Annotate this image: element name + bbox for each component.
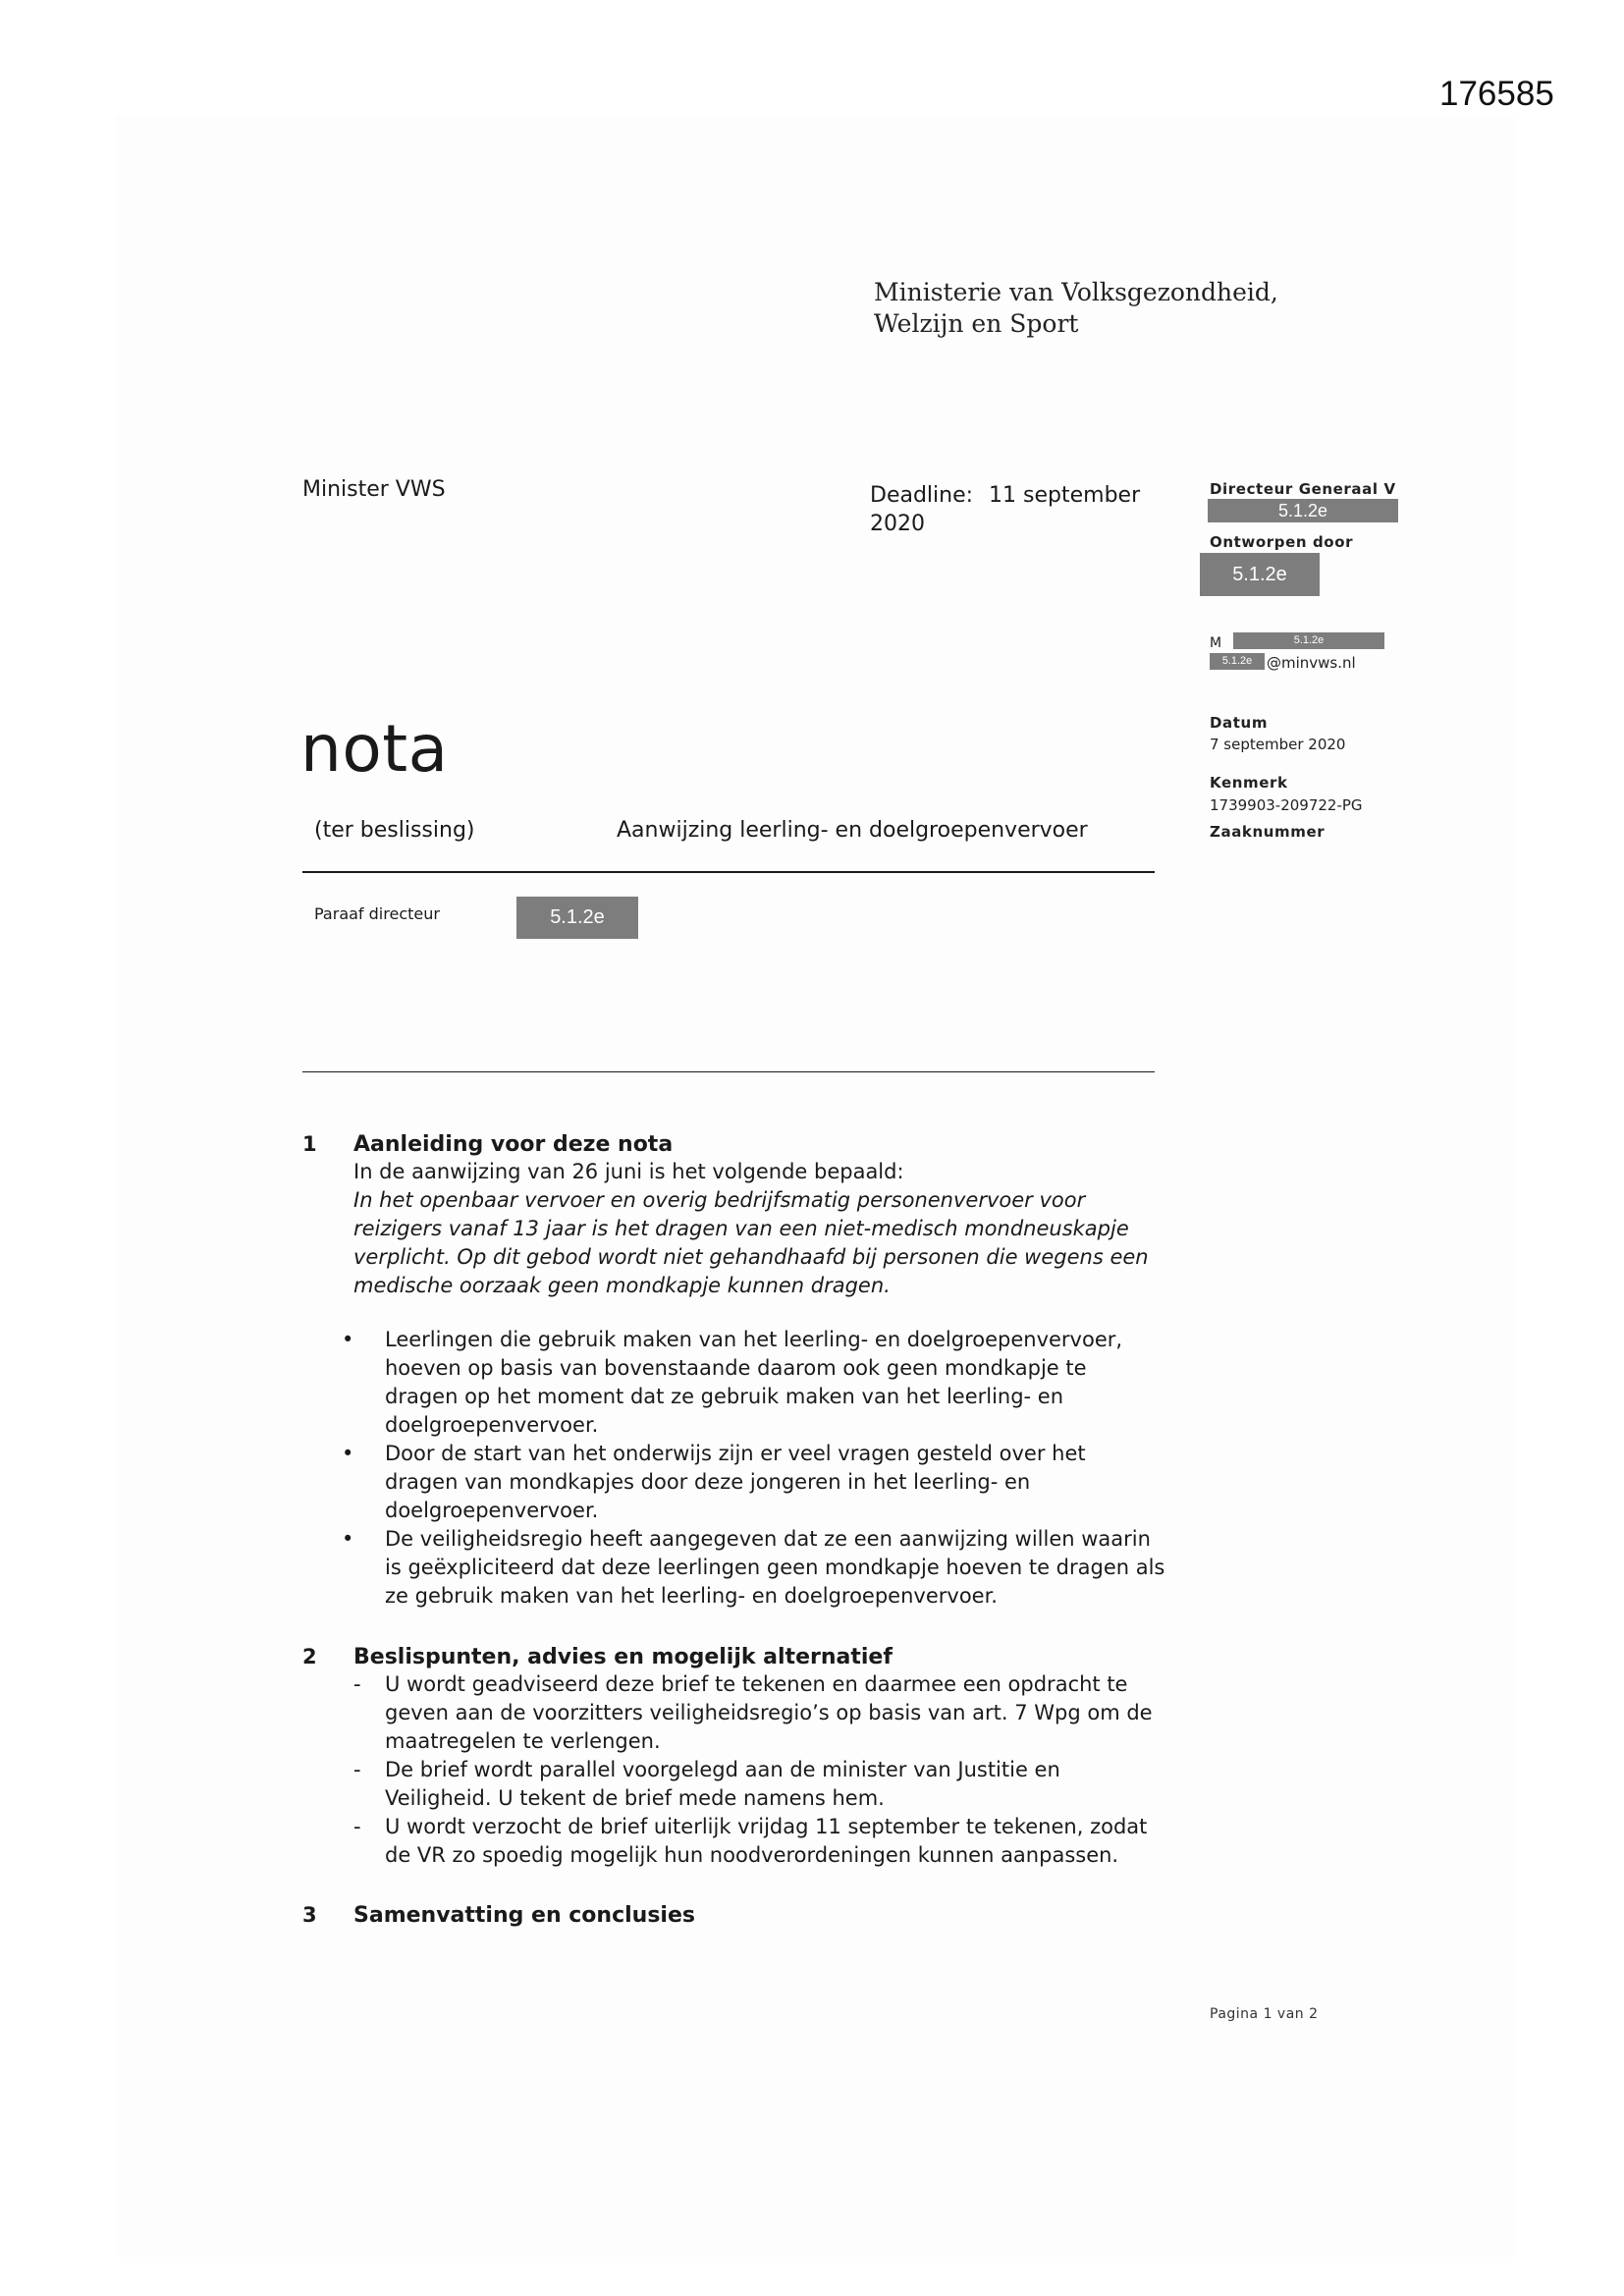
ministry-line-2: Welzijn en Sport (874, 309, 1079, 338)
list-item (353, 1670, 1198, 1756)
email-redaction: 5.1.2e (1210, 653, 1265, 670)
ministry-line-1: Ministerie van Volksgezondheid, (874, 278, 1278, 306)
designed-by-label: Ontworpen door (1210, 533, 1354, 551)
quote-block (353, 1186, 1178, 1300)
date-label: Datum (1210, 714, 1269, 732)
list-item-line: maatregelen te verlengen. (385, 1729, 661, 1753)
list-item-line: Door de start van het onderwijs zijn er veel vragen gesteld over het (385, 1442, 1086, 1465)
list-item-line: doelgroepenvervoer. (385, 1413, 599, 1437)
list-item-line: geven aan de voorzitters veiligheidsregio’s op basis van art. 7 Wpg om de (385, 1701, 1153, 1724)
bullet-marker: • (342, 1328, 354, 1351)
list-item-line: De veiligheidsregio heeft aangegeven dat ze een aanwijzing willen waarin (385, 1527, 1151, 1551)
dg-label: Directeur Generaal V (1210, 480, 1396, 498)
section-title: Aanleiding voor deze nota (353, 1132, 674, 1157)
list-item-line: Veiligheid. U tekent de brief mede namens hem. (385, 1786, 885, 1810)
deadline-value: 11 september (989, 483, 1141, 508)
section-number: 3 (302, 1903, 317, 1927)
mobile-redaction: 5.1.2e (1233, 632, 1384, 649)
quote-line: verplicht. Op dit gebod wordt niet gehandhaafd bij personen die wegens een (353, 1245, 1149, 1269)
list-item (353, 1813, 1198, 1870)
dash-marker: - (353, 1672, 361, 1696)
list-item-line: dragen van mondkapjes door deze jongeren in het leerling- en (385, 1470, 1031, 1494)
section-3 (302, 1901, 1206, 1931)
document-number: 176585 (1439, 75, 1554, 113)
deadline-label: Deadline: (870, 483, 974, 508)
mobile-prefix: M (1210, 635, 1222, 651)
list-item-line: hoeven op basis van bovenstaande daarom ook geen mondkapje te (385, 1356, 1087, 1380)
list-item-line: doelgroepenvervoer. (385, 1499, 599, 1522)
bullet-marker: • (342, 1527, 354, 1551)
date-value: 7 september 2020 (1210, 736, 1346, 753)
list-item (342, 1525, 1206, 1611)
list-item-line: de VR zo spoedig mogelijk hun noodverordeningen kunnen aanpassen. (385, 1843, 1119, 1867)
email-domain: @minvws.nl (1267, 654, 1356, 672)
paraaf-divider (302, 1071, 1155, 1072)
quote-line: medische oorzaak geen mondkapje kunnen dragen. (353, 1274, 891, 1297)
deadline (870, 481, 1164, 538)
page-title: nota (300, 711, 449, 787)
section-number: 2 (302, 1645, 317, 1668)
list-item-line: is geëxpliciteerd dat deze leerlingen geen mondkapje hoeven te dragen als (385, 1556, 1165, 1579)
list-item-line: U wordt geadviseerd deze brief te tekenen en daarmee een opdracht te (385, 1672, 1128, 1696)
paraaf-redaction: 5.1.2e (516, 897, 638, 939)
section-intro: In de aanwijzing van 26 juni is het volgende bepaald: (353, 1160, 904, 1183)
dash-marker: - (353, 1758, 361, 1781)
list-item-line: De brief wordt parallel voorgelegd aan de minister van Justitie en (385, 1758, 1060, 1781)
list-item-line: ze gebruik maken van het leerling- en doelgroepenvervoer. (385, 1584, 998, 1608)
bullet-marker: • (342, 1442, 354, 1465)
list-item (342, 1326, 1206, 1440)
list-item (353, 1756, 1198, 1813)
section-1 (302, 1130, 1206, 1612)
dash-marker: - (353, 1815, 361, 1838)
list-item-line: U wordt verzocht de brief uiterlijk vrijdag 11 september te tekenen, zodat (385, 1815, 1148, 1838)
paraaf-label: Paraaf directeur (314, 904, 440, 923)
list-item-line: Leerlingen die gebruik maken van het leerling- en doelgroepenvervoer, (385, 1328, 1123, 1351)
title-divider (302, 871, 1155, 873)
dash-list (353, 1670, 1198, 1870)
list-item (342, 1440, 1206, 1525)
quote-line: reizigers vanaf 13 jaar is het dragen van een niet-medisch mondneuskapje (353, 1217, 1129, 1240)
designed-by-redaction: 5.1.2e (1200, 553, 1320, 596)
reference-value: 1739903-209722-PG (1210, 796, 1363, 814)
document-subject: Aanwijzing leerling- en doelgroepenvervoer (617, 818, 1088, 843)
reference-label: Kenmerk (1210, 774, 1288, 792)
section-title: Beslispunten, advies en mogelijk alternatief (353, 1645, 893, 1669)
dg-redaction: 5.1.2e (1208, 499, 1398, 522)
deadline-year: 2020 (870, 512, 925, 536)
section-number: 1 (302, 1132, 317, 1156)
bullet-list (342, 1326, 1206, 1611)
ministry-logo-text (874, 277, 1278, 340)
list-item-line: dragen op het moment dat ze gebruik maken van het leerling- en (385, 1385, 1064, 1408)
section-title: Samenvatting en conclusies (353, 1903, 695, 1928)
case-number-label: Zaaknummer (1210, 823, 1326, 841)
section-2 (302, 1643, 1206, 1869)
page-footer: Pagina 1 van 2 (1210, 2006, 1319, 2022)
quote-line: In het openbaar vervoer en overig bedrijfsmatig personenvervoer voor (353, 1188, 1086, 1212)
addressee: Minister VWS (302, 477, 446, 502)
document-type: (ter beslissing) (314, 818, 475, 843)
